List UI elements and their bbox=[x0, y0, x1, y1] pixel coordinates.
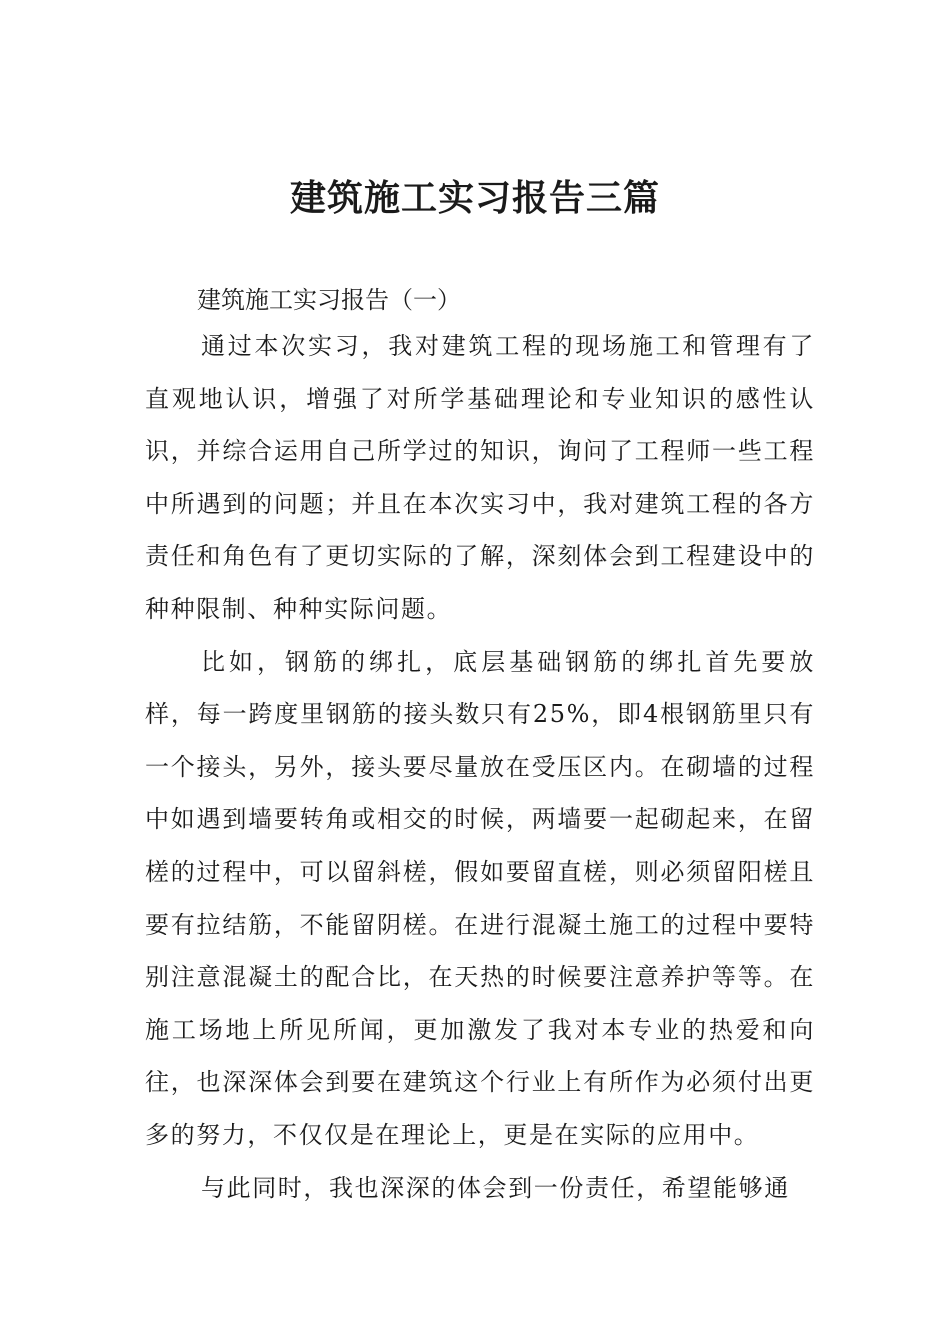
document-title: 建筑施工实习报告三篇 bbox=[289, 178, 660, 219]
paragraph-1: 通过本次实习，我对建筑工程的现场施工和管理有了直观地认识，增强了对所学基础理论和专业知识的感性认识，并综合运用自己所学过的知识，询问了工程师一些工程中所遇到的问题；并且在本次实习中，我对建筑工程的各方责任和角色有了更切实际的了解，深刻体会到工程建设中的种种限制、种种实际问题。 bbox=[145, 332, 815, 623]
paragraph-2: 比如，钢筋的绑扎，底层基础钢筋的绑扎首先要放样，每一跨度里钢筋的接头数只有25%，即4根钢筋里只有一个接头，另外，接头要尽量放在受压区内。在砌墙的过程中如遇到墙要转角或相交的时候，两墙要一起砌起来，在留槎的过程中，可以留斜槎，假如要留直槎，则必须留阳槎且要有拉结筋，不能留阴槎。在进行混凝土施工的过程中要特别注意混凝土的配合比，在天热的时候要注意养护等等。在施工场地上所见所闻，更加激发了我对本专业的热爱和向往，也深深体会到要在建筑这个行业上有所作为必须付出更多的努力，不仅仅是在理论上，更是在实际的应用中。 bbox=[145, 647, 815, 1149]
section-heading: 建筑施工实习报告（一） bbox=[197, 286, 461, 314]
paragraph-3: 与此同时，我也深深的体会到一份责任，希望能够通 bbox=[201, 1173, 790, 1202]
document-body bbox=[145, 280, 815, 1214]
